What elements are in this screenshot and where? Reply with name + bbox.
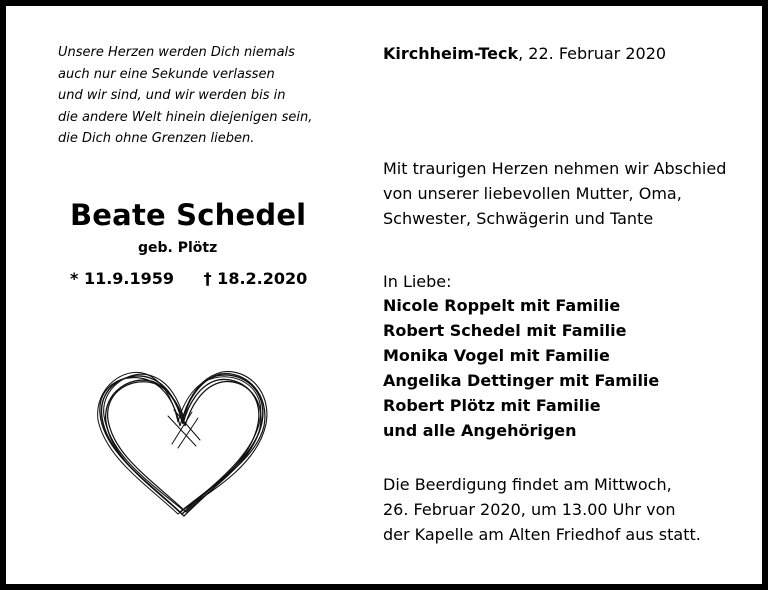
birth-date: * 11.9.1959 [70, 269, 175, 288]
mourner: Angelika Dettinger mit Familie [383, 371, 660, 390]
mourner: Monika Vogel mit Familie [383, 346, 610, 365]
poem [58, 42, 358, 150]
mourners-list [383, 293, 763, 443]
farewell-line: Schwester, Schwägerin und Tante [383, 209, 654, 228]
funeral-info [383, 472, 763, 547]
farewell-text [383, 156, 763, 231]
funeral-line: 26. Februar 2020, um 13.00 Uhr von [383, 500, 676, 519]
poem-line: die andere Welt hinein diejenigen sein, [58, 109, 313, 125]
deceased-name: Beate Schedel [70, 198, 307, 232]
poem-line: die Dich ohne Grenzen lieben. [58, 131, 255, 146]
poem-line: und wir sind, und wir werden bis in [58, 88, 286, 103]
mourner: Nicole Roppelt mit Familie [383, 296, 621, 315]
mourners-label: In Liebe: [383, 272, 452, 291]
place-and-date [383, 41, 763, 66]
birth-name: geb. Plötz [138, 240, 218, 256]
notice-date: , 22. Februar 2020 [518, 44, 667, 63]
life-dates [70, 269, 307, 288]
heart-icon [88, 364, 276, 524]
mourner: und alle Angehörigen [383, 421, 577, 440]
funeral-line: Die Beerdigung findet am Mittwoch, [383, 475, 672, 494]
poem-line: Unsere Herzen werden Dich niemals [58, 45, 295, 60]
mourner: Robert Schedel mit Familie [383, 321, 627, 340]
mourner: Robert Plötz mit Familie [383, 396, 601, 415]
death-date: † 18.2.2020 [203, 269, 308, 288]
city: Kirchheim-Teck [383, 44, 519, 63]
funeral-line: der Kapelle am Alten Friedhof aus statt. [383, 525, 701, 544]
farewell-line: von unserer liebevollen Mutter, Oma, [383, 184, 682, 203]
poem-line: auch nur eine Sekunde verlassen [58, 66, 275, 82]
farewell-line: Mit traurigen Herzen nehmen wir Abschied [383, 159, 727, 178]
